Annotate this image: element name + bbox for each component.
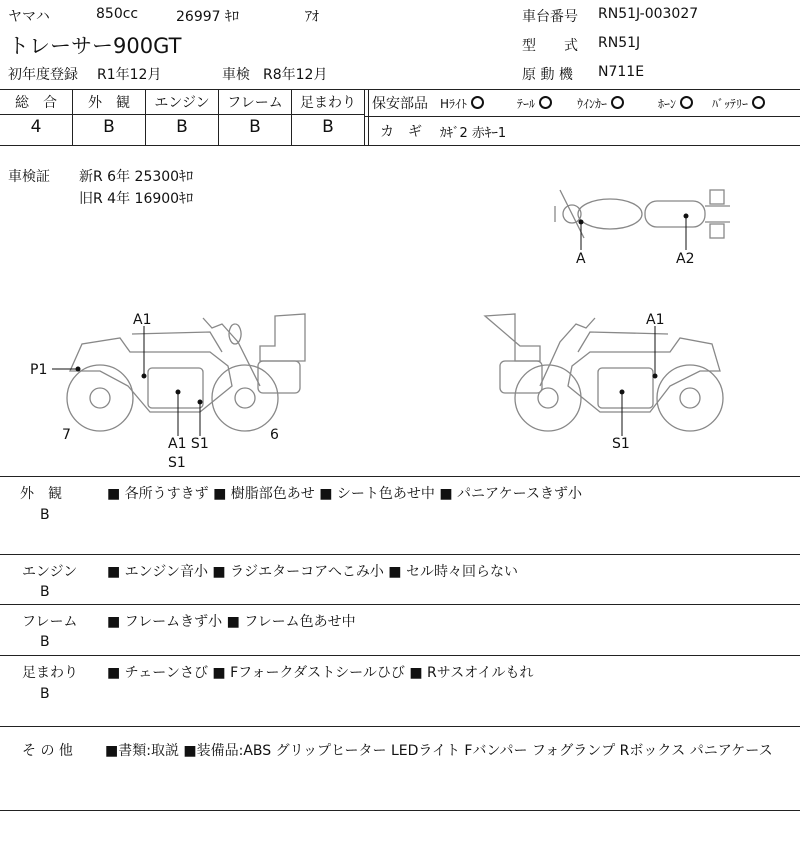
damage-marker: [653, 374, 658, 379]
diagram-label-a: A: [576, 251, 586, 267]
safety-item-headlight: [440, 95, 484, 112]
ok-circle-icon: [539, 96, 552, 109]
first-registration-label: 初年度登録: [8, 67, 78, 83]
grade-table-mid-border: [0, 114, 365, 115]
section-divider: [0, 726, 800, 727]
grade-divider: [364, 89, 365, 145]
safety-item-label: Hﾗｲﾄ: [440, 97, 468, 111]
damage-marker: [176, 390, 181, 395]
diagram-label-a1-left: A1: [133, 312, 152, 328]
section-frame-notes: ■ フレームきず小 ■ フレーム色あせ中: [107, 614, 356, 630]
damage-marker: [620, 390, 625, 395]
safety-item-label: ﾃｰﾙ: [517, 97, 536, 111]
section-divider: [0, 604, 800, 605]
grade-exterior: B: [103, 117, 115, 137]
safety-item-horn: [658, 95, 693, 112]
section-other-notes: ■書類:取説 ■装備品:ABS グリップヒーター LEDライト Fバンパー フォグランプ Rボックス パニアケース: [105, 743, 773, 759]
section-divider: [0, 554, 800, 555]
grade-header-engine: エンジン: [154, 95, 210, 111]
ok-circle-icon: [611, 96, 624, 109]
section-suspension-label: 足まわり: [22, 665, 78, 681]
motorcycle-left-view: [67, 314, 305, 431]
inspection-value: R8年12月: [263, 67, 328, 83]
safety-item-label: ｳｲﾝｶｰ: [577, 97, 608, 111]
damage-marker: [142, 374, 147, 379]
grade-frame: B: [249, 117, 261, 137]
grade-table-top-border: [0, 89, 800, 90]
diagram-label-a1-s1: A1 S1: [168, 436, 209, 452]
section-divider: [0, 476, 800, 477]
damage-marker: [198, 400, 203, 405]
damage-marker: [684, 214, 689, 219]
section-exterior-grade: B: [40, 507, 50, 523]
grade-divider: [368, 89, 369, 145]
section-exterior-notes: ■ 各所うすきず ■ 樹脂部色あせ ■ シート色あせ中 ■ パニアケースきず小: [107, 486, 582, 502]
diagram-label-7: 7: [62, 427, 71, 443]
diagram-label-a1-right: A1: [646, 312, 665, 328]
damage-marker: [579, 220, 584, 225]
engine-code-label: 原 動 機: [522, 67, 573, 83]
engine-code-value: N711E: [598, 64, 645, 80]
damage-marker: [76, 367, 81, 372]
section-divider: [0, 810, 800, 811]
ok-circle-icon: [680, 96, 693, 109]
ok-circle-icon: [471, 96, 484, 109]
safety-mid-border: [365, 116, 800, 117]
section-suspension-grade: B: [40, 686, 50, 702]
safety-parts-label: 保安部品: [372, 96, 428, 112]
inspection-cert-old: 旧R 4年 16900ｷﾛ: [79, 191, 194, 207]
maker: ヤマハ: [8, 9, 50, 25]
safety-item-label: ﾊﾞｯﾃﾘｰ: [712, 97, 749, 111]
grade-header-exterior: 外 観: [88, 95, 130, 111]
section-engine-label: エンジン: [22, 564, 78, 580]
section-divider: [0, 655, 800, 656]
model-name: トレーサー900GT: [8, 34, 182, 58]
grade-overall: 4: [30, 117, 42, 137]
frame-number-value: RN51J-003027: [598, 6, 699, 22]
safety-item-taillight: [517, 95, 552, 112]
section-suspension-notes: ■ チェーンさび ■ Fフォークダストシールひび ■ Rサスオイルもれ: [107, 665, 534, 681]
grade-suspension: B: [322, 117, 334, 137]
section-engine-notes: ■ エンジン音小 ■ ラジエターコアへこみ小 ■ セル時々回らない: [107, 564, 518, 580]
safety-item-winker: [577, 95, 624, 112]
inspection-cert-label: 車検証: [8, 169, 50, 185]
safety-item-battery: [712, 95, 765, 112]
diagram-label-s1-left: S1: [168, 455, 186, 471]
grade-header-suspension: 足まわり: [300, 95, 356, 111]
motorcycle-damage-diagram: [0, 146, 800, 476]
inspection-cert-new: 新R 6年 25300ｷﾛ: [79, 169, 194, 185]
mileage: 26997 ｷﾛ: [176, 9, 239, 25]
keys-value: ｶｷﾞ2 赤ｷｰ1: [440, 126, 507, 141]
section-engine-grade: B: [40, 584, 50, 600]
grade-engine: B: [176, 117, 188, 137]
model-code-label: 型 式: [522, 38, 578, 54]
ok-circle-icon: [752, 96, 765, 109]
diagram-label-s1-right: S1: [612, 436, 630, 452]
first-registration-value: R1年12月: [97, 67, 162, 83]
frame-number-label: 車台番号: [522, 9, 578, 25]
diagram-label-a2: A2: [676, 251, 695, 267]
section-frame-label: フレーム: [22, 614, 78, 630]
section-exterior-label: 外 観: [20, 486, 62, 502]
inspection-label: 車検: [222, 67, 250, 83]
diagram-label-6: 6: [270, 427, 279, 443]
displacement: 850cc: [96, 6, 139, 22]
color: ｱｵ: [305, 9, 319, 25]
keys-label: カ ギ: [380, 124, 422, 140]
diagram-label-p1: P1: [30, 362, 48, 378]
grade-header-frame: フレーム: [227, 95, 283, 111]
section-other-label: そ の 他: [22, 743, 73, 759]
section-frame-grade: B: [40, 634, 50, 650]
motorcycle-right-view: [485, 314, 723, 431]
model-code-value: RN51J: [598, 35, 641, 51]
grade-header-overall: 総 合: [15, 95, 57, 111]
safety-item-label: ﾎｰﾝ: [658, 97, 677, 111]
